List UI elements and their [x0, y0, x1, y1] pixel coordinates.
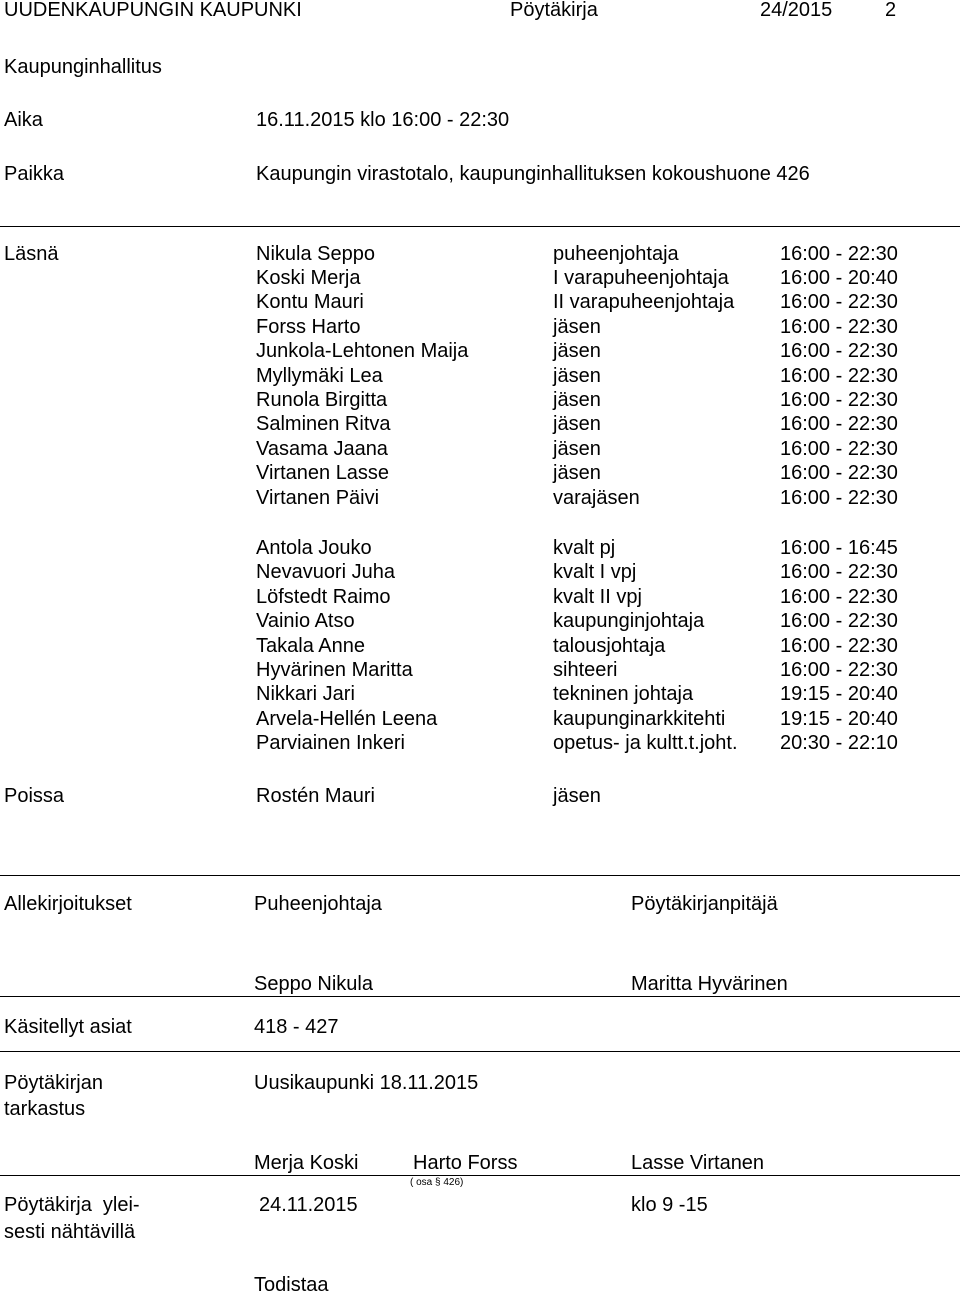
attendee-time: 16:00 - 22:30 — [780, 316, 898, 338]
governing-body: Kaupunginhallitus — [4, 56, 162, 78]
review-place-date: Uusikaupunki 18.11.2015 — [254, 1072, 479, 1094]
attendee-row — [0, 414, 960, 438]
attendee-role: jäsen — [553, 413, 601, 435]
document-number: 24/2015 — [760, 0, 833, 21]
attendee-time: 16:00 - 22:30 — [780, 438, 898, 460]
public-date: 24.11.2015 — [259, 1194, 358, 1216]
attendee-role: jäsen — [553, 462, 601, 484]
attendee-row — [0, 244, 960, 268]
attendee-time: 16:00 - 22:30 — [780, 389, 898, 411]
present-label: Läsnä — [4, 243, 59, 265]
attendee-name: Hyvärinen Maritta — [256, 659, 413, 681]
attendee-role: kvalt I vpj — [553, 561, 637, 583]
public-label-line1: Pöytäkirja ylei- — [4, 1194, 140, 1216]
divider-review — [0, 1051, 960, 1052]
signatures-label: Allekirjoitukset — [4, 893, 132, 915]
reviewer-2-note: ( osa § 426) — [410, 1177, 464, 1188]
attendee-role: jäsen — [553, 438, 601, 460]
organization-name: UUDENKAUPUNGIN KAUPUNKI — [4, 0, 302, 21]
attendee-row — [0, 587, 960, 611]
attendee-name: Nikkari Jari — [256, 683, 355, 705]
attendee-role: jäsen — [553, 365, 601, 387]
attendee-name: Takala Anne — [256, 635, 365, 657]
attendee-time: 16:00 - 22:30 — [780, 561, 898, 583]
attendee-row — [0, 366, 960, 390]
attendee-time: 20:30 - 22:10 — [780, 732, 898, 754]
attendee-time: 19:15 - 20:40 — [780, 683, 898, 705]
place-value: Kaupungin virastotalo, kaupunginhallituksen kokoushuone 426 — [256, 163, 810, 185]
attendee-row — [0, 660, 960, 684]
chair-title: Puheenjohtaja — [254, 893, 382, 915]
attendee-name: Virtanen Lasse — [256, 462, 390, 484]
attendee-name: Forss Harto — [256, 316, 361, 338]
reviewer-2: Harto Forss — [413, 1152, 518, 1174]
attendee-role: jäsen — [553, 316, 601, 338]
attendee-name: Runola Birgitta — [256, 389, 388, 411]
attendee-time: 16:00 - 22:30 — [780, 635, 898, 657]
attendee-time: 19:15 - 20:40 — [780, 708, 898, 730]
attendee-time: 16:00 - 22:30 — [780, 610, 898, 632]
attendee-name: Löfstedt Raimo — [256, 586, 391, 608]
attendee-time: 16:00 - 22:30 — [780, 365, 898, 387]
public-hours: klo 9 -15 — [631, 1194, 708, 1216]
attendee-time: 16:00 - 22:30 — [780, 659, 898, 681]
time-label: Aika — [4, 109, 43, 131]
attendee-row — [0, 684, 960, 708]
attendee-row — [0, 733, 960, 757]
attendee-time: 16:00 - 22:30 — [780, 243, 898, 265]
attendee-row — [0, 292, 960, 316]
attendee-time: 16:00 - 22:30 — [780, 586, 898, 608]
attendee-row — [0, 341, 960, 365]
attendee-name: Junkola-Lehtonen Maija — [256, 340, 469, 362]
page-number: 2 — [885, 0, 897, 21]
attendee-row — [0, 439, 960, 463]
attendee-role: opetus- ja kultt.t.joht. — [553, 732, 738, 754]
attendee-role: kvalt II vpj — [553, 586, 642, 608]
reviewer-3: Lasse Virtanen — [631, 1152, 765, 1174]
attendee-role: talousjohtaja — [553, 635, 666, 657]
attendee-row — [0, 268, 960, 292]
attendee-time: 16:00 - 22:30 — [780, 413, 898, 435]
divider-signatures — [0, 875, 960, 876]
document-type: Pöytäkirja — [510, 0, 598, 21]
attendee-role: I varapuheenjohtaja — [553, 267, 729, 289]
attendee-name: Koski Merja — [256, 267, 361, 289]
attendee-name: Vasama Jaana — [256, 438, 388, 460]
place-label: Paikka — [4, 163, 65, 185]
handled-label: Käsitellyt asiat — [4, 1016, 132, 1038]
public-label-line2: sesti nähtävillä — [4, 1221, 136, 1243]
divider-public — [0, 1175, 960, 1176]
attendee-row — [0, 562, 960, 586]
attendee-role: kvalt pj — [553, 537, 616, 559]
attendee-role: varajäsen — [553, 487, 640, 509]
attendee-time: 16:00 - 20:40 — [780, 267, 898, 289]
attendee-name: Nikula Seppo — [256, 243, 375, 265]
attendee-time: 16:00 - 22:30 — [780, 291, 898, 313]
attendee-row — [0, 317, 960, 341]
attendee-row — [0, 611, 960, 635]
certify-text: Todistaa — [254, 1274, 329, 1296]
attendee-name: Kontu Mauri — [256, 291, 364, 313]
attendee-row — [0, 538, 960, 562]
attendee-row — [0, 463, 960, 487]
attendee-row — [0, 390, 960, 414]
chair-name: Seppo Nikula — [254, 973, 373, 995]
attendee-time: 16:00 - 22:30 — [780, 340, 898, 362]
attendee-role: II varapuheenjohtaja — [553, 291, 735, 313]
attendee-role: kaupunginarkkitehti — [553, 708, 726, 730]
reviewer-1: Merja Koski — [254, 1152, 359, 1174]
attendee-role: kaupunginjohtaja — [553, 610, 705, 632]
attendee-name: Virtanen Päivi — [256, 487, 380, 509]
attendee-role: tekninen johtaja — [553, 683, 694, 705]
absent-name: Rostén Mauri — [256, 785, 375, 807]
attendee-time: 16:00 - 16:45 — [780, 537, 898, 559]
attendee-row — [0, 709, 960, 733]
attendee-name: Nevavuori Juha — [256, 561, 395, 583]
attendee-name: Parviainen Inkeri — [256, 732, 405, 754]
attendee-name: Arvela-Hellén Leena — [256, 708, 438, 730]
attendee-role: jäsen — [553, 340, 601, 362]
secretary-title: Pöytäkirjanpitäjä — [631, 893, 778, 915]
attendee-name: Myllymäki Lea — [256, 365, 383, 387]
attendee-time: 16:00 - 22:30 — [780, 462, 898, 484]
absent-label: Poissa — [4, 785, 65, 807]
attendee-name: Vainio Atso — [256, 610, 355, 632]
attendee-name: Salminen Ritva — [256, 413, 391, 435]
review-label-line2: tarkastus — [4, 1098, 86, 1120]
attendee-role: sihteeri — [553, 659, 618, 681]
attendee-row — [0, 488, 960, 512]
divider-top — [0, 226, 960, 227]
attendee-time: 16:00 - 22:30 — [780, 487, 898, 509]
time-value: 16.11.2015 klo 16:00 - 22:30 — [256, 109, 510, 131]
secretary-name: Maritta Hyvärinen — [631, 973, 788, 995]
review-label-line1: Pöytäkirjan — [4, 1072, 103, 1094]
handled-value: 418 - 427 — [254, 1016, 339, 1038]
attendee-name: Antola Jouko — [256, 537, 372, 559]
attendee-role: jäsen — [553, 389, 601, 411]
absent-role: jäsen — [553, 785, 601, 807]
attendee-row — [0, 636, 960, 660]
divider-handled — [0, 996, 960, 997]
attendee-role: puheenjohtaja — [553, 243, 679, 265]
